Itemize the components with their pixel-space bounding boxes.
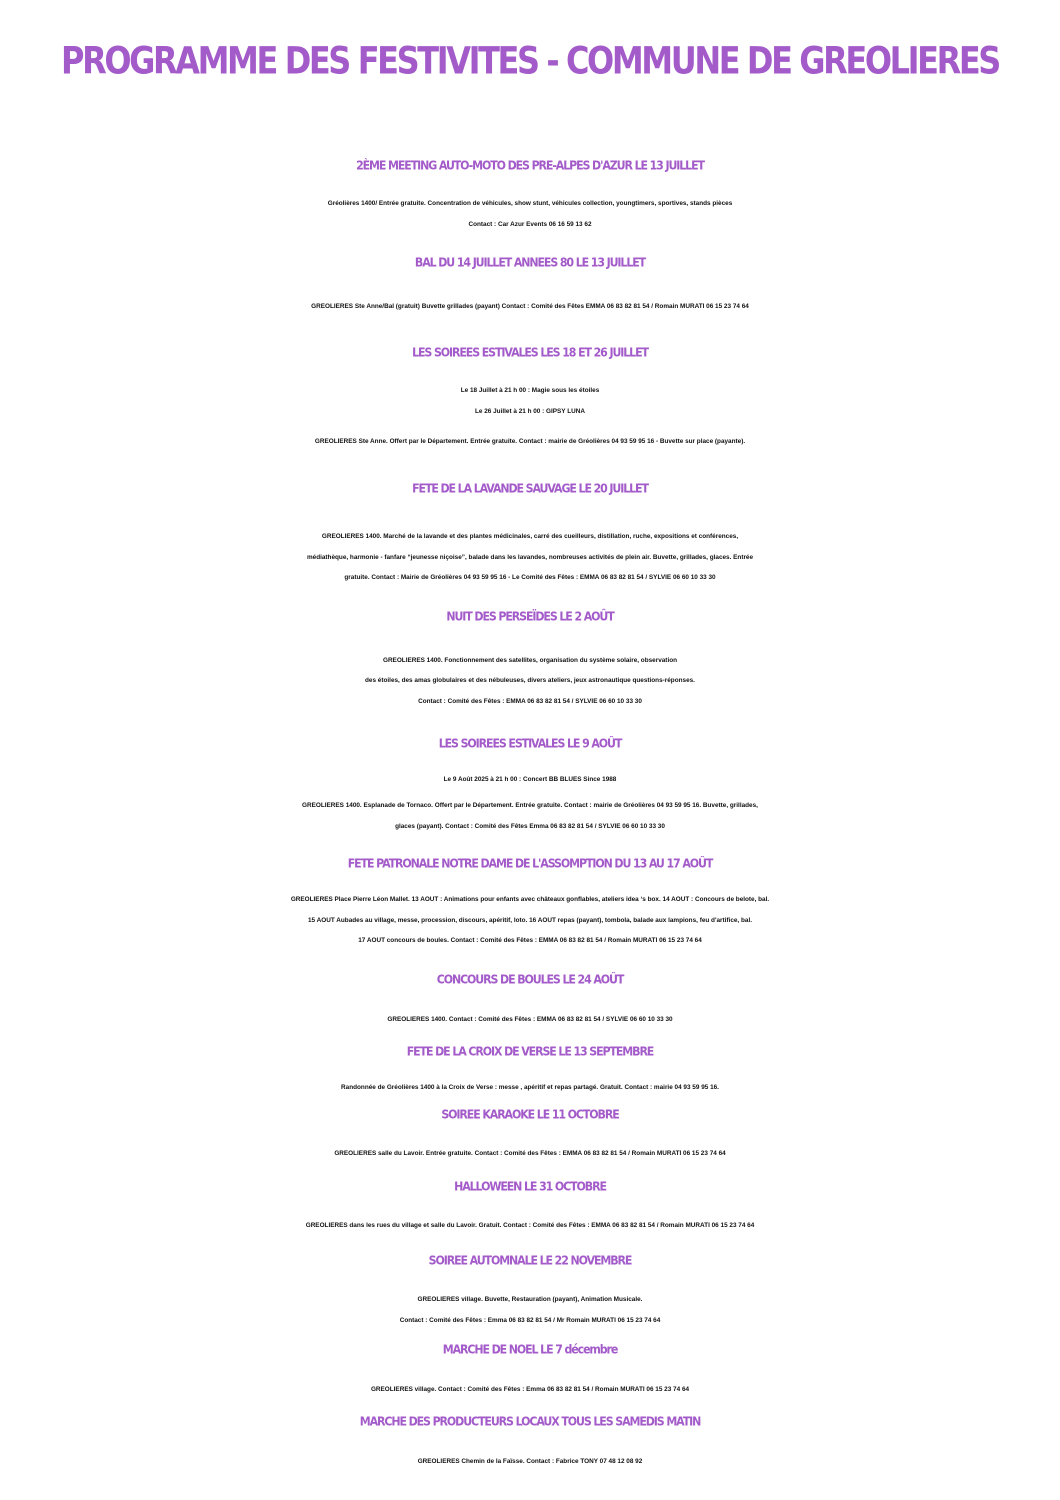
event-text-line: gratuite. Contact : Mairie de Gréolières 04 93 59 95 16 - Le Comité des Fêtes : EMMA 06 83 82 81 54 / SYLVIE 06 60 10 33 30 <box>344 574 716 581</box>
event-heading-marche-producteurs: MARCHE DES PRODUCTEURS LOCAUX TOUS LES SAMEDIS MATIN <box>359 1414 701 1429</box>
event-text-line: Contact : Car Azur Events 06 16 59 13 62 <box>468 221 592 228</box>
event-heading-halloween: HALLOWEEN LE 31 OCTOBRE <box>454 1179 606 1194</box>
event-text-line: GREOLIERES 1400. Fonctionnement des satellites, organisation du système solaire, observation <box>382 657 678 664</box>
event-text-line: Gréolières 1400/ Entrée gratuite. Concentration de véhicules, show stunt, véhicules collection, youngtimers, sportives, stands pièces <box>327 200 733 207</box>
event-text-line: des étoiles, des amas globulaires et des nébuleuses, divers ateliers, jeux astronautique questions-réponses. <box>365 677 695 684</box>
event-text-line: GREOLIERES dans les rues du village et salle du Lavoir. Gratuit. Contact : Comité des Fêtes : EMMA 06 83 82 81 54 / Romain MURATI 06 15 23 74 64 <box>305 1222 755 1229</box>
event-text-line: Le 26 Juillet à 21 h 00 : GIPSY LUNA <box>475 408 585 415</box>
event-heading-boules: CONCOURS DE BOULES LE 24 AOÛT <box>436 972 624 987</box>
event-text-line: GREOLIERES Ste Anne/Bal (gratuit) Buvette grillades (payant) Contact : Comité des Fêtes EMMA 06 83 82 81 54 / Romain MURATI 06 15 23 74 64 <box>311 303 749 310</box>
event-text-line: GREOLIERES 1400. Marché de la lavande et des plantes médicinales, carré des cueilleurs, distillation, ruche, expositions et conférences, <box>321 533 739 540</box>
event-heading-soirees-juillet: LES SOIREES ESTIVALES LES 18 ET 26 JUILLET <box>412 345 648 360</box>
event-text-line: Randonnée de Gréolières 1400 à la Croix de Verse : messe , apéritif et repas partagé. Gratuit. Contact : mairie 04 93 59 95 16. <box>341 1084 719 1091</box>
event-text-line: GREOLIERES 1400. Contact : Comité des Fêtes : EMMA 06 83 82 81 54 / SYLVIE 06 60 10 33 30 <box>387 1016 673 1023</box>
event-heading-soirees-aout: LES SOIREES ESTIVALES LE 9 AOÛT <box>438 736 622 751</box>
event-heading-fete-patronale: FETE PATRONALE NOTRE DAME DE L'ASSOMPTION DU 13 AU 17 AOÛT <box>347 856 713 871</box>
event-heading-croix-de-verse: FETE DE LA CROIX DE VERSE LE 13 SEPTEMBRE <box>406 1044 654 1059</box>
event-text-line: 15 AOUT Aubades au village, messe, procession, discours, apéritif, loto. 16 AOUT repas (payant), tombola, balade aux lampions, feu d'artifice, bal. <box>307 917 752 924</box>
event-text-line: médiathèque, harmonie - fanfare “jeunesse niçoise”, balade dans les lavandes, nombreuses activités de plein air. Buvette, grillades, glaces. Entrée <box>306 554 754 561</box>
event-text-line: Contact : Comité des Fêtes : Emma 06 83 82 81 54 / Mr Romain MURATI 06 15 23 74 64 <box>399 1317 661 1324</box>
event-text-line: GREOLIERES village. Buvette, Restauration (payant), Animation Musicale. <box>417 1296 643 1303</box>
event-text-line: Le 9 Août 2025 à 21 h 00 : Concert BB BLUES Since 1988 <box>443 776 617 783</box>
event-text-line: Le 18 Juillet à 21 h 00 : Magie sous les étoiles <box>460 387 600 394</box>
event-heading-karaoke: SOIREE KARAOKE LE 11 OCTOBRE <box>441 1107 619 1122</box>
event-text-line: glaces (payant). Contact : Comité des Fêtes Emma 06 83 82 81 54 / SYLVIE 06 60 10 33 30 <box>395 823 665 830</box>
event-heading-marche-noel: MARCHE DE NOEL LE 7 décembre <box>442 1342 618 1357</box>
page-title: PROGRAMME DES FESTIVITES - COMMUNE DE GREOLIERES <box>61 38 999 83</box>
event-heading-perseides: NUIT DES PERSEÏDES LE 2 AOÛT <box>446 609 614 624</box>
event-text-line: GREOLIERES Place Pierre Léon Mallet. 13 AOUT : Animations pour enfants avec châteaux gonflables, ateliers idea ‘s box. 14 AOUT : Concours de belote, bal. <box>290 896 770 903</box>
event-text-line: GREOLIERES 1400. Esplanade de Tornaco. Offert par le Département. Entrée gratuite. Contact : mairie de Gréolières 04 93 59 95 16. Buvette, grillades, <box>302 802 758 809</box>
event-heading-auto-moto: 2ÈME MEETING AUTO-MOTO DES PRE-ALPES D'AZUR LE 13 JUILLET <box>356 158 704 173</box>
event-heading-soiree-automnale: SOIREE AUTOMNALE LE 22 NOVEMBRE <box>428 1253 632 1268</box>
event-text-line: Contact : Comité des Fêtes : EMMA 06 83 82 81 54 / SYLVIE 06 60 10 33 30 <box>418 698 642 705</box>
event-text-line: GREOLIERES salle du Lavoir. Entrée gratuite. Contact : Comité des Fêtes : EMMA 06 83 82 81 54 / Romain MURATI 06 15 23 74 64 <box>334 1150 726 1157</box>
event-heading-bal: BAL DU 14 JUILLET ANNEES 80 LE 13 JUILLET <box>414 255 646 270</box>
event-text-line: GREOLIERES village. Contact : Comité des Fêtes : Emma 06 83 82 81 54 / Romain MURATI 06 15 23 74 64 <box>370 1386 690 1393</box>
event-text-line: GREOLIERES Ste Anne. Offert par le Département. Entrée gratuite. Contact : mairie de Gréolières 04 93 59 95 16 - Buvette sur place (payante). <box>314 438 746 445</box>
event-text-line: GREOLIERES Chemin de la Faïsse. Contact : Fabrice TONY 07 48 12 08 92 <box>417 1458 643 1465</box>
event-text-line: 17 AOUT concours de boules. Contact : Comité des Fêtes : EMMA 06 83 82 81 54 / Romain MURATI 06 15 23 74 64 <box>358 937 702 944</box>
event-heading-lavande: FETE DE LA LAVANDE SAUVAGE LE 20 JUILLET <box>412 481 648 496</box>
